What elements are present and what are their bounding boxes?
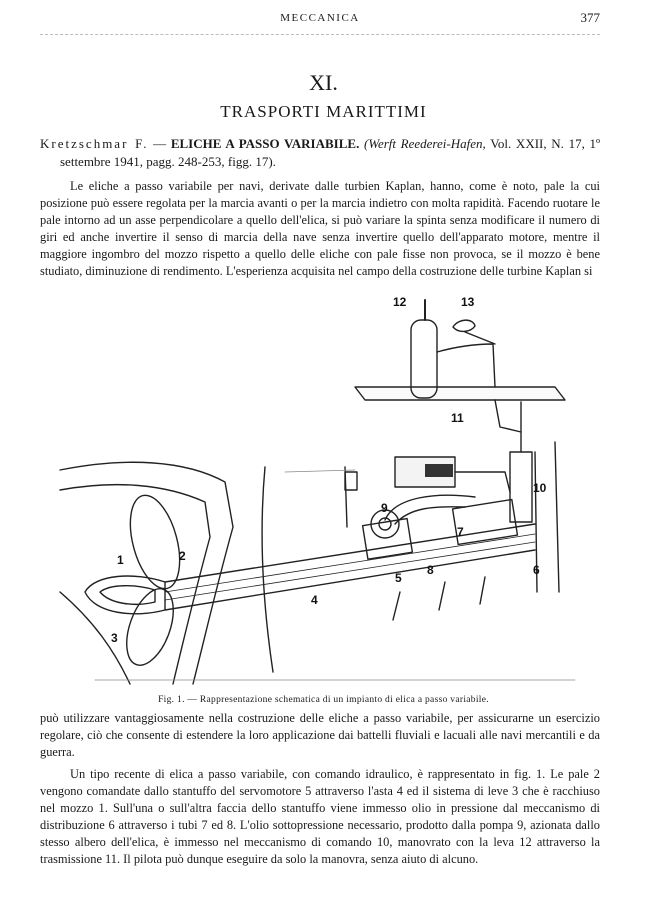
citation-details: Vol. XXII, N. 17, 1º settembre 1941, pagg. 248-253, figg. 17).: [60, 136, 601, 169]
label-11: 11: [451, 411, 464, 425]
citation-journal: (Werft Reederei-Hafen,: [364, 136, 486, 151]
label-8: 8: [427, 563, 434, 577]
propeller-schematic-drawing: [55, 292, 595, 692]
oil-tank-fill: [425, 464, 453, 477]
lever-column: [411, 320, 437, 398]
paragraph-2-block: [40, 710, 600, 761]
propeller-shaft: [165, 524, 535, 610]
shaft-support: [393, 577, 485, 620]
label-4: 4: [311, 593, 318, 607]
label-13: 13: [461, 295, 475, 309]
bulkhead: [262, 467, 273, 672]
label-1: 1: [117, 553, 124, 567]
paragraph-3-block: [40, 766, 600, 868]
paragraph-1: Le eliche a passo variabile per navi, derivate dalle turbien Kaplan, hanno, come è noto, pale la cui posizione può essere regolata per la marcia avanti o per la marcia indietro con molta rapidità. Facendo ruotare le pale intorno ad un asse perpendicolare a quello dell'elica, si può variare la spinta senza modificare il numero di giri ed anche invertire il senso di marcia della nave senza invertire quello dell'apparato motore, mentre il maggiore ingombro del mozzo rispetto a quello delle eliche con pale fisse non provoca, se il mozzo è bene studiato, diminuzione di rendimento. L'esperienza acquisita nel campo della costruzione delle turbine Kaplan si: [40, 179, 600, 278]
propeller-blade-lower: [118, 583, 183, 672]
page-number: 377: [580, 10, 600, 25]
section-number: XI.: [309, 70, 338, 95]
tank-pipe: [455, 472, 510, 492]
label-10: 10: [533, 481, 547, 495]
label-5: 5: [395, 571, 402, 585]
label-2: 2: [179, 549, 186, 563]
stern-frame: [60, 485, 210, 684]
label-3: 3: [111, 631, 118, 645]
servomotor: [363, 519, 413, 560]
rudder-post: [60, 592, 130, 684]
figure-1: [55, 292, 595, 692]
telegraph-indicator: [453, 320, 475, 331]
small-box: [345, 472, 357, 490]
figure-caption: Fig. 1. — Rappresentazione schematica di un impianto di elica a passo variabile.: [158, 695, 489, 705]
section-title: TRASPORTI MARITTIMI: [220, 102, 427, 121]
header-rule: [40, 34, 600, 35]
label-9: 9: [381, 501, 388, 515]
paragraph-3: Un tipo recente di elica a passo variabile, con comando idraulico, è rappresentato in fig. 1. Le pale 2 vengono comandate dallo stantuffo del servomotore 5 attraverso l'asta 4 ed il sistema di leve 3 che è racchiuso nel mozzo 1. Sull'una o sull'altra faccia dello stantuffo viene immesso olio in pressione dal meccanismo di distribuzione 6 attraverso i tubi 7 ed 8. L'olio sottopressione necessario, prodotto dalla pompa 9, azionata dallo stesso albero dell'elica, è immesso nel meccanismo di comando 10, manovrato con la leva 12 attraverso la trasmissione 11. Il pilota può dunque eseguire da solo la manovra, senza aiuto di alcuno.: [40, 767, 600, 866]
article-citation: [40, 135, 600, 171]
running-head: [40, 12, 600, 32]
bridge-deck: [355, 387, 565, 400]
shaft-inner: [165, 534, 535, 600]
label-7: 7: [457, 525, 464, 539]
running-title: MECCANICA: [280, 12, 360, 24]
label-6: 6: [533, 563, 540, 577]
propeller-hub: [85, 576, 165, 614]
telegraph-link: [465, 332, 495, 344]
citation-title: ELICHE A PASSO VARIABILE.: [170, 136, 360, 151]
paragraph-2: può utilizzare vantaggiosamente nella costruzione delle eliche a passo variabile, per assicurarne un esercizio regolare, ciò che consente di estendere la loro applicazione dai battelli fluviali e lacuali alle navi mercantili e da guerra.: [40, 711, 600, 759]
citation-author: Kretzschmar F.: [40, 136, 149, 151]
label-12: 12: [393, 295, 407, 309]
paragraph-1-block: [40, 178, 600, 280]
citation-dash: —: [148, 136, 171, 151]
